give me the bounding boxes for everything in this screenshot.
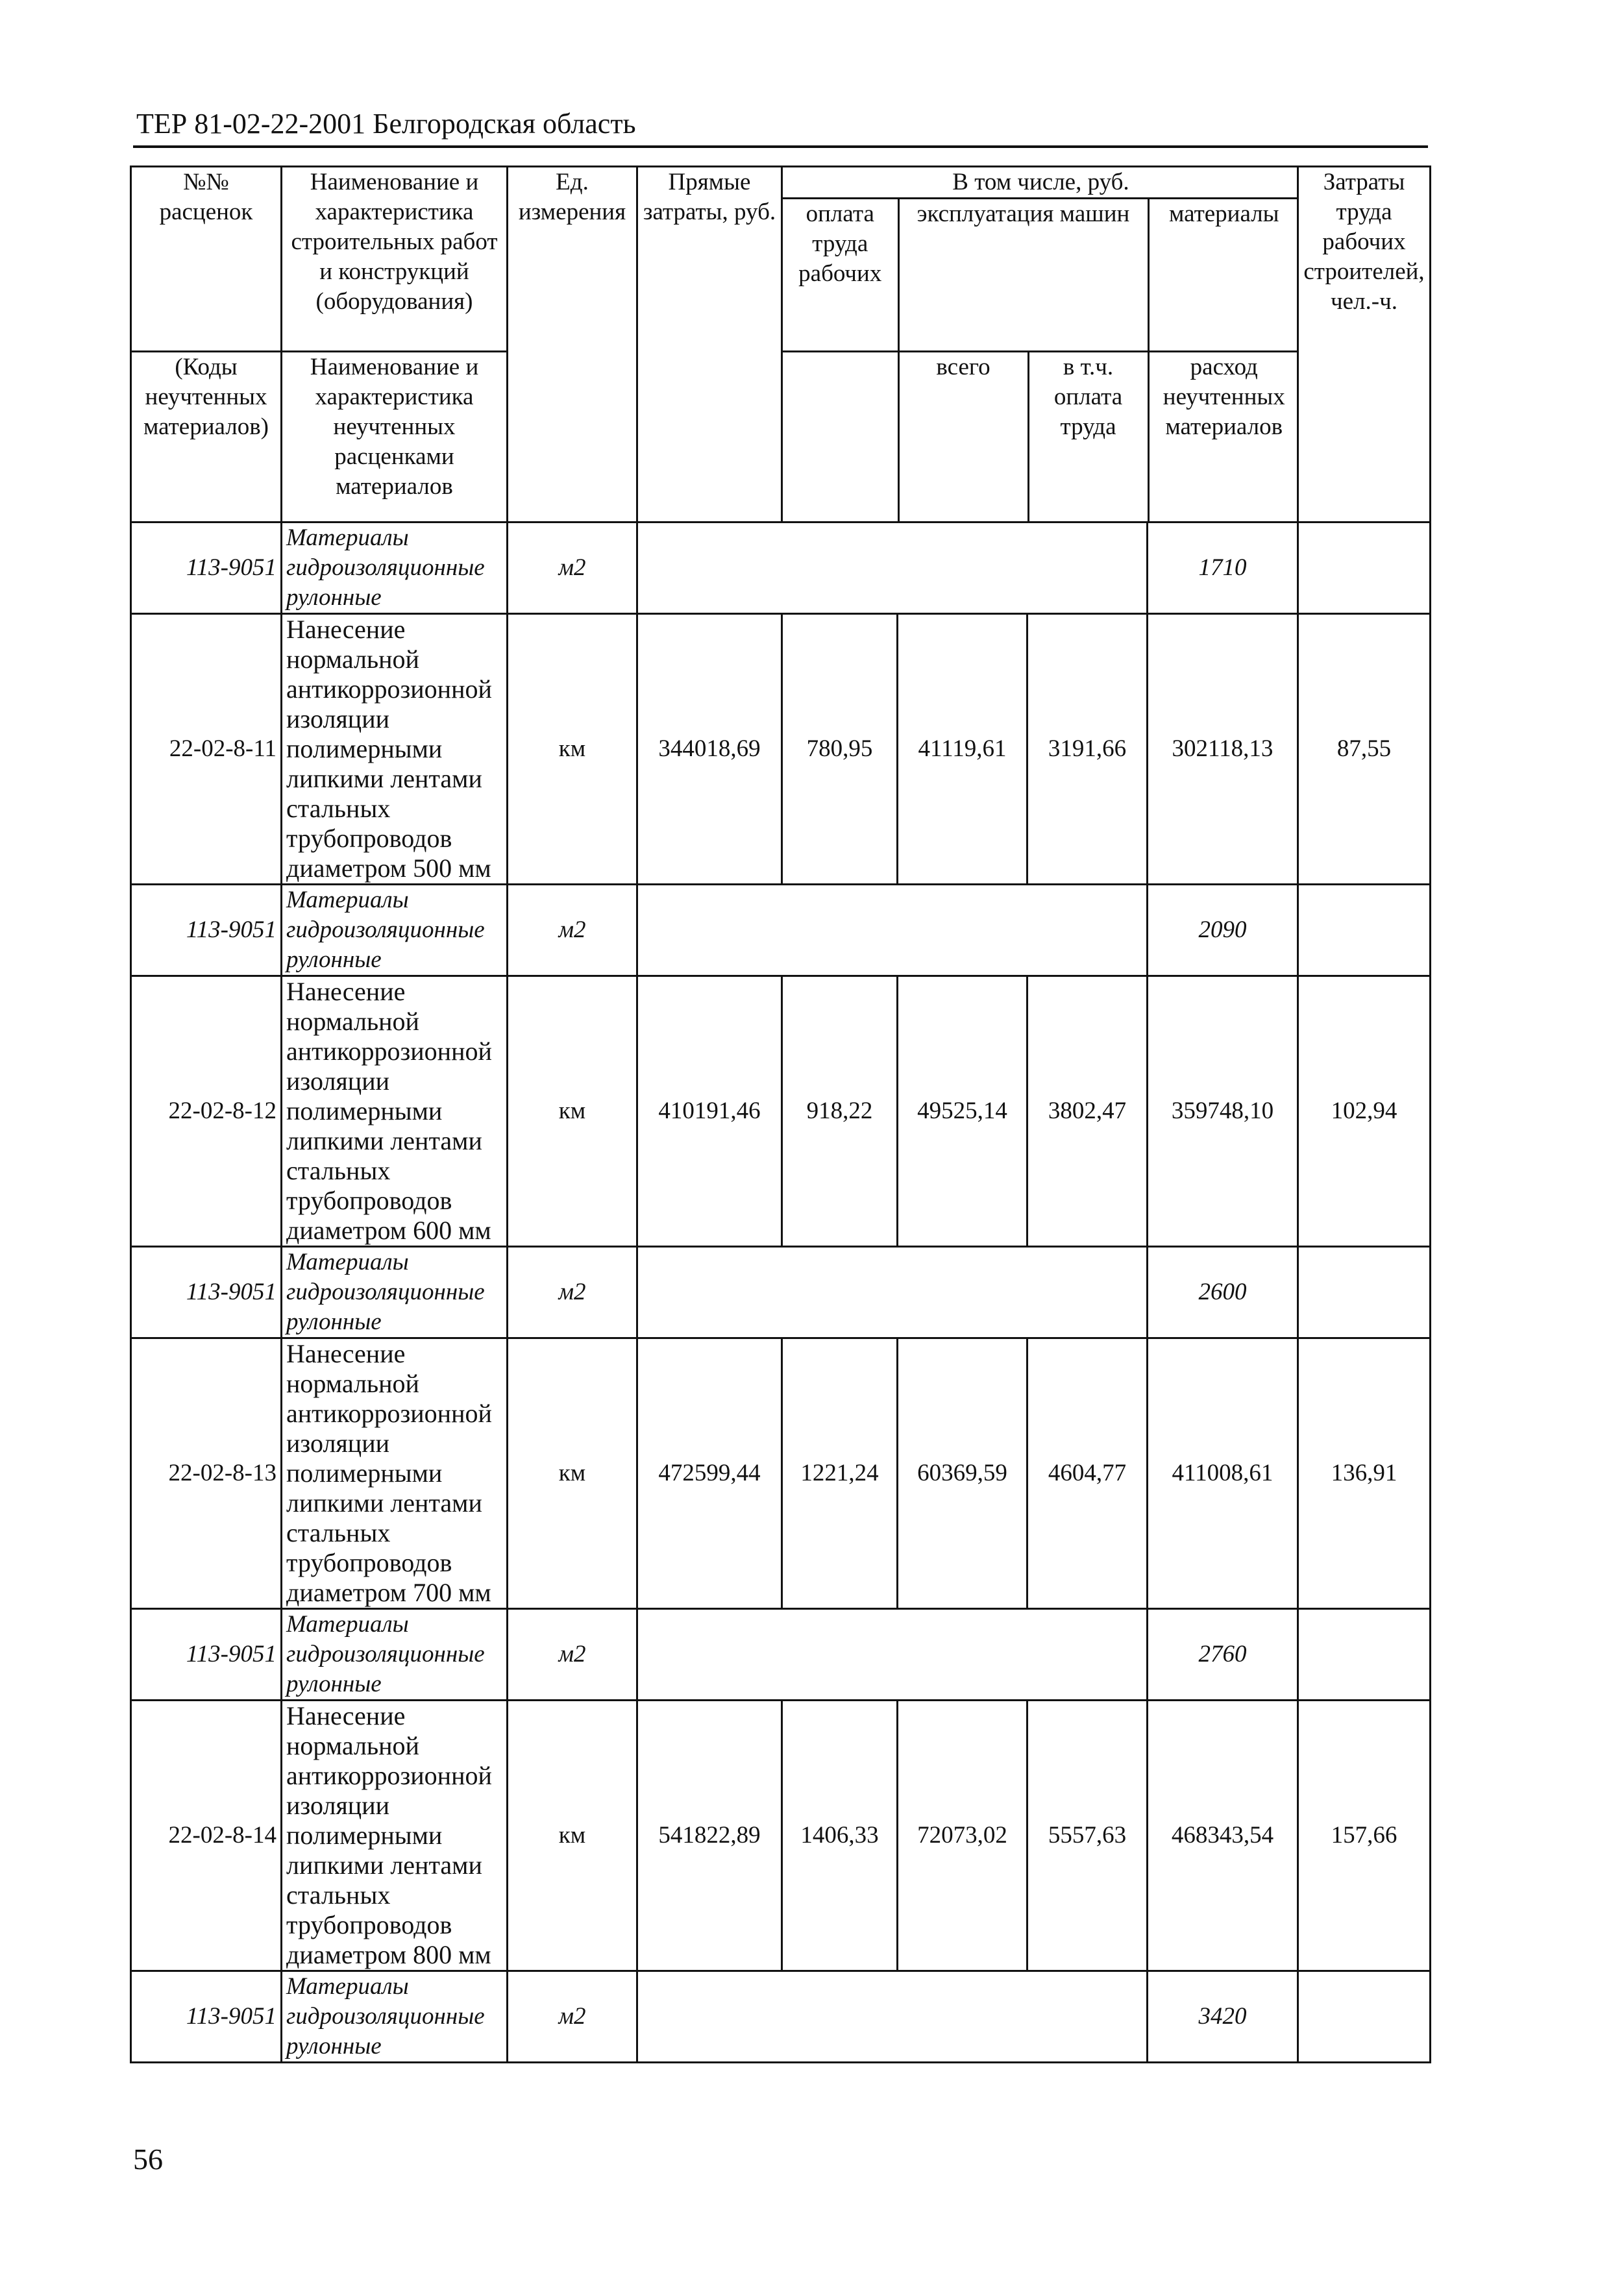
rate-machines-total: 72073,02 — [898, 1701, 1027, 1971]
rates-table — [130, 166, 1431, 2063]
header-code: №№ расценок — [131, 167, 282, 352]
rate-name: Нанесение нормальной антикоррозионной изоляции полимерными липкими лентами стальных трубопроводов диаметром 800 мм — [282, 1701, 508, 1971]
rate-machines-wages: 3802,47 — [1027, 976, 1148, 1247]
rate-code: 22-02-8-12 — [131, 976, 282, 1247]
material-unit: м2 — [508, 1609, 637, 1701]
rate-direct-cost: 344018,69 — [637, 614, 782, 885]
rate-materials: 359748,10 — [1148, 976, 1298, 1247]
header-materials-consumption: расход неучтенных материалов — [1163, 354, 1285, 440]
rate-wages: 780,95 — [782, 614, 898, 885]
rate-machines-wages: 3191,66 — [1027, 614, 1148, 885]
header-row-1 — [131, 167, 1431, 352]
header-unit: Ед. измерения — [508, 167, 637, 522]
rate-unit: км — [508, 976, 637, 1247]
page-number: 56 — [133, 2143, 163, 2176]
rate-unit: км — [508, 1701, 637, 1971]
rate-row — [131, 976, 1431, 1247]
rate-direct-cost: 472599,44 — [637, 1338, 782, 1609]
rate-name: Нанесение нормальной антикоррозионной изоляции полимерными липкими лентами стальных трубопроводов диаметром 500 мм — [282, 614, 508, 885]
material-row — [131, 885, 1431, 976]
material-row — [131, 1609, 1431, 1701]
material-name: Материалы гидроизоляционные рулонные — [282, 1609, 508, 1701]
header-machines-total: всего — [898, 352, 1028, 521]
material-unit: м2 — [508, 885, 637, 976]
header-direct: Прямые затраты, руб. — [637, 167, 782, 522]
material-name: Материалы гидроизоляционные рулонные — [282, 522, 508, 614]
rate-direct-cost: 410191,46 — [637, 976, 782, 1247]
header-materials: материалы — [1168, 201, 1279, 227]
rate-labor: 157,66 — [1298, 1701, 1431, 1971]
material-consumption: 2090 — [1148, 885, 1298, 976]
rate-materials: 302118,13 — [1148, 614, 1298, 885]
material-name: Материалы гидроизоляционные рулонные — [282, 1247, 508, 1338]
material-name: Материалы гидроизоляционные рулонные — [282, 885, 508, 976]
header-material-name: Наименование и характеристика неучтенных расценками материалов — [282, 352, 508, 522]
material-unit: м2 — [508, 1247, 637, 1338]
header-rule — [133, 145, 1428, 148]
header-name: Наименование и характеристика строительных работ и конструкций (оборудования) — [282, 167, 508, 352]
material-consumption: 1710 — [1148, 522, 1298, 614]
material-consumption: 2600 — [1148, 1247, 1298, 1338]
header-including-group — [782, 167, 1298, 352]
material-consumption: 2760 — [1148, 1609, 1298, 1701]
rate-row — [131, 1701, 1431, 1971]
rate-row — [131, 1338, 1431, 1609]
material-code: 113-9051 — [131, 885, 282, 976]
material-row — [131, 1971, 1431, 2063]
material-name: Материалы гидроизоляционные рулонные — [282, 1971, 508, 2063]
rate-code: 22-02-8-13 — [131, 1338, 282, 1609]
rate-direct-cost: 541822,89 — [637, 1701, 782, 1971]
rate-labor: 102,94 — [1298, 976, 1431, 1247]
material-unit: м2 — [508, 522, 637, 614]
material-code: 113-9051 — [131, 522, 282, 614]
rate-unit: км — [508, 614, 637, 885]
material-row — [131, 522, 1431, 614]
rate-row — [131, 614, 1431, 885]
header-including: В том числе, руб. — [783, 167, 1298, 199]
rate-machines-wages: 5557,63 — [1027, 1701, 1148, 1971]
header-machines-wages: в т.ч. оплата труда — [1028, 352, 1148, 521]
page-header-title: ТЕР 81-02-22-2001 Белгородская область — [136, 108, 636, 140]
rate-machines-wages: 4604,77 — [1027, 1338, 1148, 1609]
material-code: 113-9051 — [131, 1247, 282, 1338]
rate-machines-total: 60369,59 — [898, 1338, 1027, 1609]
material-unit: м2 — [508, 1971, 637, 2063]
header-machines: эксплуатация машин — [898, 199, 1148, 351]
header-subcolumns — [782, 352, 1298, 522]
rate-unit: км — [508, 1338, 637, 1609]
rate-labor: 136,91 — [1298, 1338, 1431, 1609]
header-labor: Затраты труда рабочих строителей, чел.-ч. — [1298, 167, 1431, 522]
header-material-codes: (Коды неучтенных материалов) — [131, 352, 282, 522]
rate-labor: 87,55 — [1298, 614, 1431, 885]
rate-wages: 1406,33 — [782, 1701, 898, 1971]
rate-name: Нанесение нормальной антикоррозионной изоляции полимерными липкими лентами стальных трубопроводов диаметром 700 мм — [282, 1338, 508, 1609]
rate-machines-total: 41119,61 — [898, 614, 1027, 885]
rate-wages: 918,22 — [782, 976, 898, 1247]
rate-code: 22-02-8-11 — [131, 614, 282, 885]
rate-name: Нанесение нормальной антикоррозионной изоляции полимерными липкими лентами стальных трубопроводов диаметром 600 мм — [282, 976, 508, 1247]
material-row — [131, 1247, 1431, 1338]
material-code: 113-9051 — [131, 1971, 282, 2063]
header-wages: оплата труда рабочих — [783, 199, 898, 351]
rate-materials: 468343,54 — [1148, 1701, 1298, 1971]
rate-code: 22-02-8-14 — [131, 1701, 282, 1971]
rate-materials: 411008,61 — [1148, 1338, 1298, 1609]
rate-machines-total: 49525,14 — [898, 976, 1027, 1247]
rate-wages: 1221,24 — [782, 1338, 898, 1609]
material-consumption: 3420 — [1148, 1971, 1298, 2063]
material-code: 113-9051 — [131, 1609, 282, 1701]
